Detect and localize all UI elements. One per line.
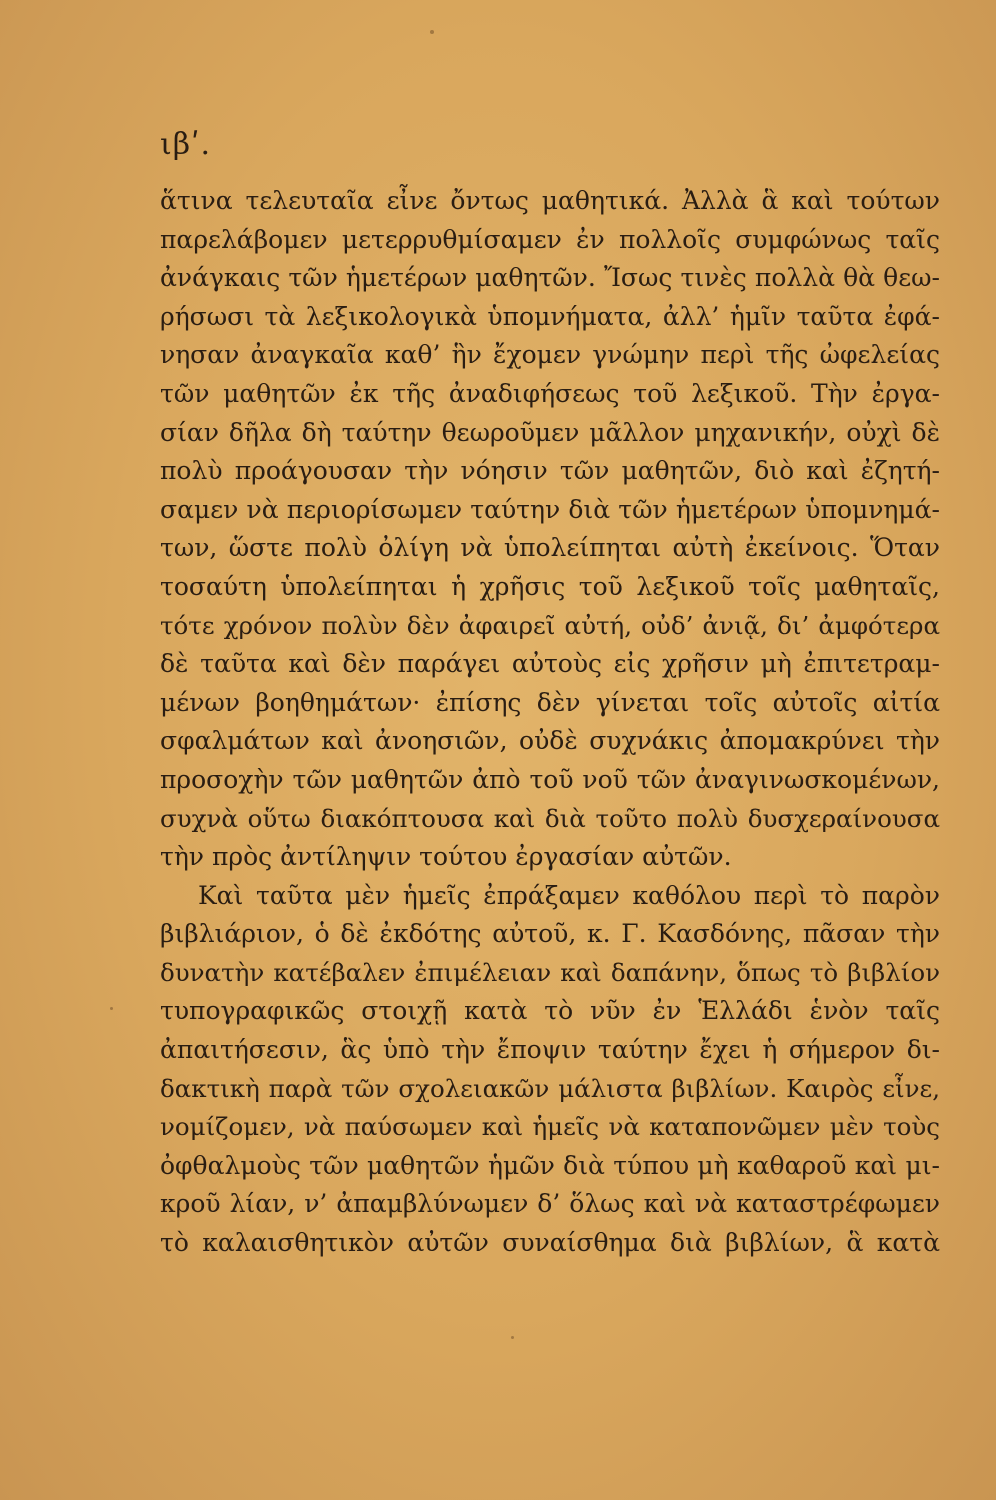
text-line: συχνὰ οὕτω διακόπτουσα καὶ διὰ τοῦτο πολὺ δυσχεραίνουσα [160,803,940,833]
text-line: σαμεν νὰ περιορίσωμεν ταύτην διὰ τῶν ἡμετέρων ὑπομνημά- [160,494,940,524]
text-line: μένων βοηθημάτων· ἐπίσης δὲν γίνεται τοῖς αὐτοῖς αἰτία [160,687,940,717]
paper-speck [110,1007,113,1010]
text-line: πολὺ προάγουσαν τὴν νόησιν τῶν μαθητῶν, διὸ καὶ ἐζητή- [160,456,940,486]
paper-speck [511,1336,514,1339]
body-text [160,182,940,1263]
text-line: ρήσωσι τὰ λεξικολογικὰ ὑπομνήματα, ἀλλ’ ἡμῖν ταῦτα ἐφά- [160,301,940,331]
text-line: ἅτινα τελευταῖα εἶνε ὄντως μαθητικά. Ἀλλὰ ἃ καὶ τούτων [160,186,940,215]
text-line: ἀπαιτήσεσιν, ἃς ὑπὸ τὴν ἔποψιν ταύτην ἔχει ἡ σήμερον δι- [160,1035,940,1065]
text-line: των, ὥστε πολὺ ὀλίγη νὰ ὑπολείπηται αὐτὴ ἐκείνοις. Ὅταν [160,533,940,563]
text-line: σίαν δῆλα δὴ ταύτην θεωροῦμεν μᾶλλον μηχανικήν, οὐχὶ δὲ [160,417,940,447]
page-number: ιβʹ. [160,127,211,162]
text-line: βιβλιάριον, ὁ δὲ ἐκδότης αὐτοῦ, κ. Γ. Κασδόνης, πᾶσαν τὴν [160,919,940,949]
text-line: τότε χρόνον πολὺν δὲν ἀφαιρεῖ αὐτή, οὐδ’ ἀνιᾷ, δι’ ἀμφότερα [160,610,940,640]
text-line: νησαν ἀναγκαῖα καθ’ ἣν ἔχομεν γνώμην περὶ τῆς ὠφελείας [160,340,940,370]
text-line: προσοχὴν τῶν μαθητῶν ἀπὸ τοῦ νοῦ τῶν ἀναγινωσκομένων, [160,764,940,794]
text-line: νομίζομεν, νὰ παύσωμεν καὶ ἡμεῖς νὰ καταπονῶμεν μὲν τοὺς [160,1112,940,1142]
text-line: σφαλμάτων καὶ ἀνοησιῶν, οὐδὲ συχνάκις ἀπομακρύνει τὴν [160,726,940,756]
text-line: τὸ καλαισθητικὸν αὐτῶν συναίσθημα διὰ βιβλίων, ἃ κατὰ [160,1228,940,1258]
text-line: δὲ ταῦτα καὶ δὲν παράγει αὐτοὺς εἰς χρῆσιν μὴ ἐπιτετραμ- [160,649,940,679]
text-line: τῶν μαθητῶν ἐκ τῆς ἀναδιφήσεως τοῦ λεξικοῦ. Τὴν ἐργα- [160,378,940,408]
text-line: ἀνάγκαις τῶν ἡμετέρων μαθητῶν. Ἴσως τινὲς πολλὰ θὰ θεω- [160,263,940,293]
text-line: κροῦ λίαν, ν’ ἀπαμβλύνωμεν δ’ ὅλως καὶ νὰ καταστρέφωμεν [160,1189,940,1219]
text-line: τυπογραφικῶς στοιχῇ κατὰ τὸ νῦν ἐν Ἑλλάδι ἑνὸν ταῖς [160,996,940,1026]
text-line: τοσαύτη ὑπολείπηται ἡ χρῆσις τοῦ λεξικοῦ τοῖς μαθηταῖς, [160,571,940,601]
text-line: δακτικὴ παρὰ τῶν σχολειακῶν μάλιστα βιβλίων. Καιρὸς εἶνε, [160,1073,940,1103]
paper-speck [430,30,434,34]
paragraph-start-line: Καὶ ταῦτα μὲν ἡμεῖς ἐπράξαμεν καθόλου περὶ τὸ παρὸν [198,880,940,910]
text-line: δυνατὴν κατέβαλεν ἐπιμέλειαν καὶ δαπάνην, ὅπως τὸ βιβλίον [160,957,940,987]
paragraph-end-line: τὴν πρὸς ἀντίληψιν τούτου ἐργασίαν αὐτῶν. [160,842,732,872]
text-line: παρελάβομεν μετερρυθμίσαμεν ἐν πολλοῖς συμφώνως ταῖς [160,224,940,254]
text-line: ὀφθαλμοὺς τῶν μαθητῶν ἡμῶν διὰ τύπου μὴ καθαροῦ καὶ μι- [160,1150,940,1180]
